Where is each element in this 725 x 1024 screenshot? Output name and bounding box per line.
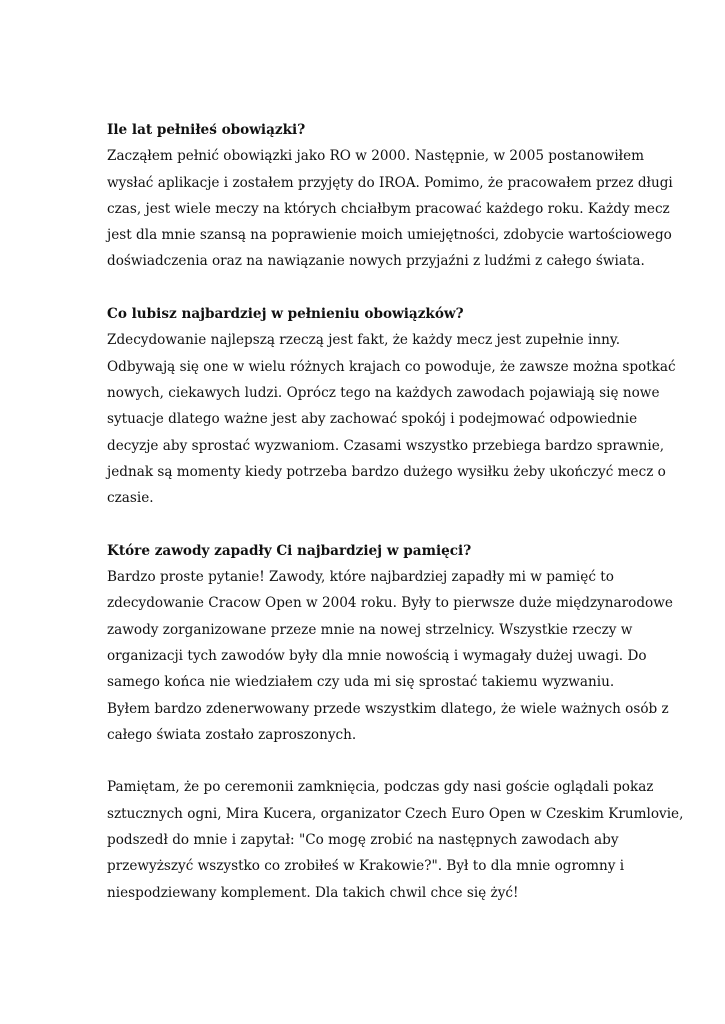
text-line: czasie.: [107, 490, 154, 507]
text-line: całego świata zostało zaproszonych.: [107, 726, 357, 743]
paragraph: [107, 564, 673, 748]
heading-text: Które zawody zapadły Ci najbardziej w pamięci?: [107, 542, 472, 559]
qa-section-4: [107, 774, 684, 905]
section-heading: [107, 538, 622, 564]
text-line: samego końca nie wiedziałem czy uda mi się sprostać takiemu wyzwaniu.: [107, 674, 615, 691]
paragraph: [107, 774, 684, 905]
section-heading: [107, 301, 622, 327]
qa-section-3: [107, 538, 673, 748]
text-line: czas, jest wiele meczy na których chciałbym pracować każdego roku. Każdy mecz: [107, 200, 670, 217]
text-line: Pamiętam, że po ceremonii zamknięcia, podczas gdy nasi goście oglądali pokaz: [107, 779, 654, 796]
text-line: jest dla mnie szansą na poprawienie moich umiejętności, zdobycie wartościowego: [107, 227, 672, 244]
qa-section-1: [107, 117, 673, 275]
text-line: sztucznych ogni, Mira Kucera, organizator Czech Euro Open w Czeskim Krumlovie,: [107, 805, 684, 822]
text-line: wysłać aplikacje i zostałem przyjęty do IROA. Pomimo, że pracowałem przez długi: [107, 174, 673, 191]
text-line: przewyższyć wszystko co zrobiłeś w Krakowie?". Był to dla mnie ogromny i: [107, 858, 625, 875]
document-body: [107, 117, 684, 932]
text-line: sytuacje dlatego ważne jest aby zachować spokój i podejmować odpowiednie: [107, 411, 638, 428]
text-line: nowych, ciekawych ludzi. Oprócz tego na każdych zawodach pojawiają się nowe: [107, 384, 660, 401]
text-line: doświadczenia oraz na nawiązanie nowych przyjaźni z ludźmi z całego świata.: [107, 253, 645, 270]
text-line: organizacji tych zawodów były dla mnie nowością i wymagały dużej uwagi. Do: [107, 647, 647, 664]
paragraph: [107, 327, 676, 511]
text-line: podszedł do mnie i zapytał: "Co mogę zrobić na następnych zawodach aby: [107, 832, 619, 849]
text-line: Zdecydowanie najlepszą rzeczą jest fakt, że każdy mecz jest zupełnie inny.: [107, 332, 621, 349]
qa-section-2: [107, 301, 676, 511]
text-line: niespodziewany komplement. Dla takich chwil chce się żyć!: [107, 884, 519, 901]
paragraph: [107, 143, 673, 274]
text-line: Byłem bardzo zdenerwowany przede wszystkim dlatego, że wiele ważnych osób z: [107, 700, 669, 717]
section-heading: [107, 117, 622, 143]
text-line: jednak są momenty kiedy potrzeba bardzo dużego wysiłku żeby ukończyć mecz o: [107, 463, 666, 480]
heading-text: Ile lat pełniłeś obowiązki?: [107, 122, 306, 138]
heading-text: Co lubisz najbardziej w pełnieniu obowiązków?: [107, 306, 464, 323]
text-line: zawody zorganizowane przeze mnie na nowej strzelnicy. Wszystkie rzeczy w: [107, 621, 633, 638]
text-line: decyzje aby sprostać wyzwaniom. Czasami wszystko przebiega bardzo sprawnie,: [107, 437, 665, 454]
text-line: Odbywają się one w wielu różnych krajach co powoduje, że zawsze można spotkać: [107, 358, 676, 375]
text-line: Zacząłem pełnić obowiązki jako RO w 2000. Następnie, w 2005 postanowiłem: [107, 148, 645, 165]
text-line: Bardzo proste pytanie! Zawody, które najbardziej zapadły mi w pamięć to: [107, 569, 614, 586]
text-line: zdecydowanie Cracow Open w 2004 roku. Były to pierwsze duże międzynarodowe: [107, 595, 673, 612]
